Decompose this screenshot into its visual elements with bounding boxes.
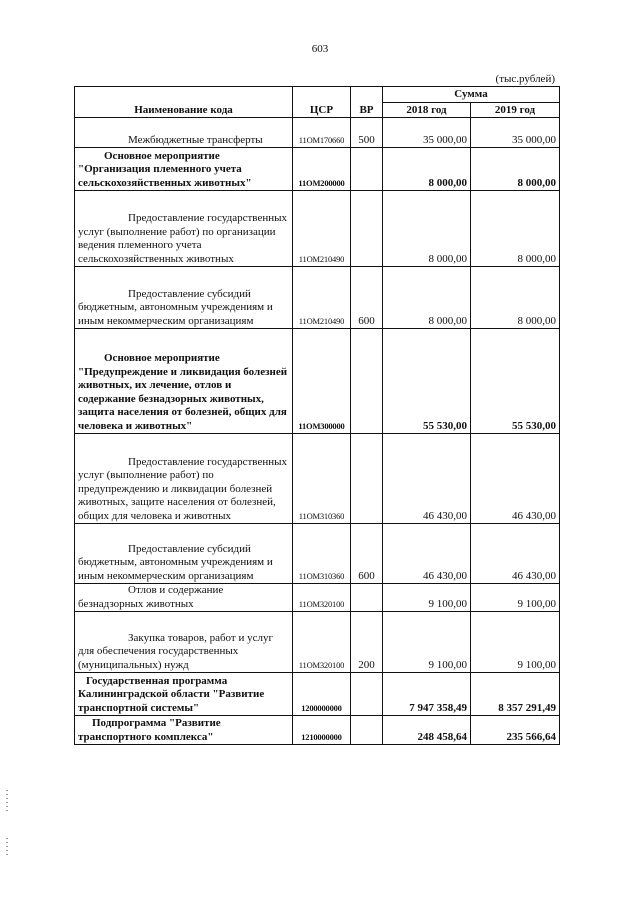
row-sum-2019: 8 000,00 (471, 191, 560, 267)
row-name: Государственная программа Калининградской области "Развитие транспортной системы" (75, 673, 293, 716)
unit-note: (тыс.рублей) (495, 73, 555, 85)
row-sum-2019: 35 000,00 (471, 118, 560, 148)
row-csr: 1200000000 (293, 673, 351, 716)
row-sum-2019: 8 000,00 (471, 267, 560, 329)
header-vr: ВР (351, 87, 383, 118)
row-name: Отлов и содержание безнадзорных животных (75, 584, 293, 612)
row-vr (351, 434, 383, 524)
row-csr: 1210000000 (293, 716, 351, 745)
header-year-2019: 2019 год (471, 102, 560, 118)
table-row (75, 434, 560, 524)
table-row (75, 584, 560, 612)
table-row (75, 612, 560, 673)
header-csr: ЦСР (293, 87, 351, 118)
row-name: Подпрограмма "Развитие транспортного комплекса" (75, 716, 293, 745)
row-sum-2019: 9 100,00 (471, 612, 560, 673)
row-vr: 600 (351, 524, 383, 584)
row-sum-2018: 46 430,00 (383, 434, 471, 524)
row-name: Предоставление субсидий бюджетным, автономным учреждениям и иным некоммерческим организациям (75, 267, 293, 329)
row-sum-2018: 7 947 358,49 (383, 673, 471, 716)
row-name: Предоставление государственных услуг (выполнение работ) по организации ведения племенного учета сельскохозяйственных животных (75, 191, 293, 267)
row-csr: 11OM200000 (293, 148, 351, 191)
table-row (75, 329, 560, 434)
row-name: Межбюджетные трансферты (75, 118, 293, 148)
row-sum-2019: 8 000,00 (471, 148, 560, 191)
row-sum-2019: 46 430,00 (471, 524, 560, 584)
row-name: Предоставление субсидий бюджетным, автономным учреждениям и иным некоммерческим организациям (75, 524, 293, 584)
row-vr: 500 (351, 118, 383, 148)
row-sum-2018: 9 100,00 (383, 612, 471, 673)
table-row (75, 716, 560, 745)
row-vr: 600 (351, 267, 383, 329)
row-csr: 11OM210490 (293, 191, 351, 267)
row-sum-2018: 46 430,00 (383, 524, 471, 584)
row-csr: 11OM310360 (293, 524, 351, 584)
row-sum-2019: 235 566,64 (471, 716, 560, 745)
row-vr (351, 673, 383, 716)
row-sum-2019: 46 430,00 (471, 434, 560, 524)
row-sum-2019: 8 357 291,49 (471, 673, 560, 716)
header-year-2018: 2018 год (383, 102, 471, 118)
header-name: Наименование кода (75, 87, 293, 118)
row-csr: 11OM210490 (293, 267, 351, 329)
row-csr: 11OM320100 (293, 612, 351, 673)
row-sum-2018: 9 100,00 (383, 584, 471, 612)
row-vr (351, 148, 383, 191)
row-sum-2018: 8 000,00 (383, 191, 471, 267)
table-row (75, 148, 560, 191)
row-csr: 11OM170660 (293, 118, 351, 148)
row-sum-2019: 9 100,00 (471, 584, 560, 612)
row-name: Основное мероприятие "Организация племенного учета сельскохозяйственных животных" (75, 148, 293, 191)
row-vr (351, 329, 383, 434)
row-vr (351, 191, 383, 267)
row-vr (351, 584, 383, 612)
row-csr: 11OM300000 (293, 329, 351, 434)
row-sum-2019: 55 530,00 (471, 329, 560, 434)
table-row (75, 191, 560, 267)
row-name: Закупка товаров, работ и услуг для обеспечения государственных (муниципальных) нужд (75, 612, 293, 673)
row-sum-2018: 8 000,00 (383, 148, 471, 191)
budget-table (74, 86, 560, 745)
page-number: 603 (311, 43, 329, 55)
table-row (75, 524, 560, 584)
row-name: Предоставление государственных услуг (выполнение работ) по предупреждению и ликвидации болезней животных, защите населения от болезней, общих для человека и животных (75, 434, 293, 524)
row-vr: 200 (351, 612, 383, 673)
row-sum-2018: 35 000,00 (383, 118, 471, 148)
row-sum-2018: 8 000,00 (383, 267, 471, 329)
row-vr (351, 716, 383, 745)
table-row (75, 118, 560, 148)
row-csr: 11OM320100 (293, 584, 351, 612)
row-sum-2018: 55 530,00 (383, 329, 471, 434)
table-row (75, 673, 560, 716)
row-csr: 11OM310360 (293, 434, 351, 524)
scan-margin-mark (6, 790, 8, 812)
header-sum: Сумма (383, 87, 560, 103)
row-sum-2018: 248 458,64 (383, 716, 471, 745)
row-name: Основное мероприятие "Предупреждение и ликвидация болезней животных, их лечение, отлов и содержание безнадзорных животных, защита населения от болезней, общих для человека и животных" (75, 329, 293, 434)
scan-margin-mark (6, 838, 8, 856)
table-row (75, 267, 560, 329)
